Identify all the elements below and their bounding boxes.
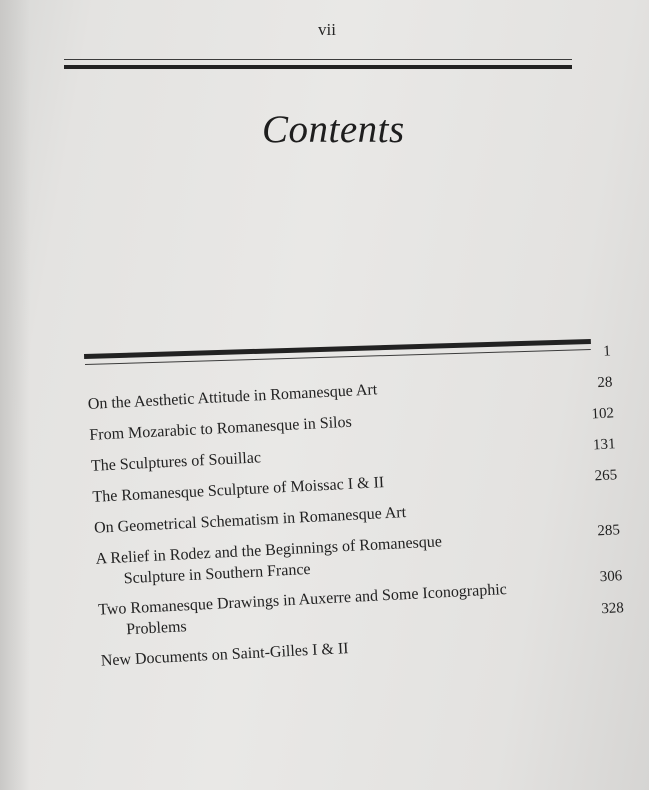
page-number: vii xyxy=(318,20,336,39)
top-thin-rule xyxy=(64,59,572,60)
toc-entry-title: On Geometrical Schematism in Romanesque Art xyxy=(93,504,407,537)
toc-entry-title: The Romanesque Sculpture of Moissac I & II xyxy=(92,474,385,506)
toc-entry-page: 102 xyxy=(591,405,615,423)
toc-entry-title: From Mozarabic to Romanesque in Silos xyxy=(88,413,353,444)
top-thick-rule xyxy=(64,65,572,69)
toc-entry-page: 328 xyxy=(600,600,625,618)
toc-entry-title: The Sculptures of Souillac xyxy=(90,449,262,475)
toc-entry-page: 265 xyxy=(594,467,618,485)
toc-entry-title: A Relief in Rodez and the Beginnings of Romanesque xyxy=(95,533,443,568)
toc-entry-page: 1 xyxy=(602,343,612,360)
contents-heading: Contents xyxy=(262,108,405,151)
table-of-contents xyxy=(86,341,627,687)
toc-entry-page: 306 xyxy=(599,568,623,586)
toc-entry-title: New Documents on Saint-Gilles I & II xyxy=(100,640,349,670)
toc-entry-page: 285 xyxy=(597,522,621,540)
toc-entry-title-continuation: Problems xyxy=(125,618,188,639)
toc-entry-title: On the Aesthetic Attitude in Romanesque Art xyxy=(87,381,378,413)
toc-entry-page: 131 xyxy=(592,436,616,454)
toc-entry-title: Two Romanesque Drawings in Auxerre and Some Iconographic xyxy=(97,581,508,619)
toc-entry-title-continuation: Sculpture in Southern France xyxy=(123,560,311,588)
toc-entry-page: 28 xyxy=(597,374,613,392)
